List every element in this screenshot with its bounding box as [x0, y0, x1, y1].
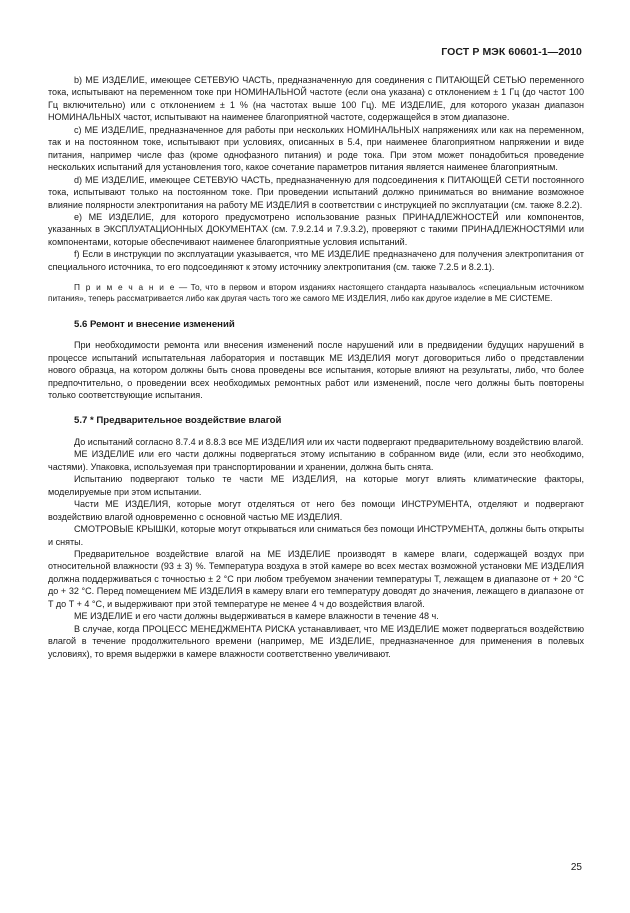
note-text: — То, что в первом и втором изданиях настоящего стандарта называлось «специальным источником питания», теперь рассматривается либо как другая часть того же самого МЕ ИЗДЕЛИЯ, либо как другое изделие в МЕ СИСТЕМЕ.: [48, 282, 584, 304]
paragraph-item-d: d) МЕ ИЗДЕЛИЕ, имеющее СЕТЕВУЮ ЧАСТЬ, предназначенную для подсоединения к ПИТАЮЩЕЙ СЕТИ постоянного тока, испытывают только на постоянном токе. При проведении испытаний должно приниматься во внимание возможное влияние полярности электропитания на работу МЕ ИЗДЕЛИЯ в соответствии с инструкцией по эксплуатации (см. также 8.2.2).: [48, 174, 584, 210]
paragraph-item-c: c) МЕ ИЗДЕЛИЕ, предназначенное для работы при нескольких НОМИНАЛЬНЫХ напряжениях или как на переменном, так и на постоянном токе, испытывают при условиях, описанных в 5.4, при наименее благоприятном напряжении и виде питания, например числе фаз (кроме однофазного питания) и роде тока. При этом может понадобиться проведение нескольких испытаний для установления того, какое сочетание параметров питания является наименее благоприятным.: [48, 124, 584, 173]
section-5-7-paragraph: МЕ ИЗДЕЛИЕ и его части должны выдерживаться в камере влажности в течение 48 ч.: [74, 611, 439, 622]
paragraph-item-f: f) Если в инструкции по эксплуатации указывается, что МЕ ИЗДЕЛИЕ предназначено для получения электропитания от специального источника, то его подсоединяют к этому источнику электропитания (см. также 7.2.5 и 8.2.1).: [48, 249, 584, 272]
section-5-6-paragraph: При необходимости ремонта или внесения изменений после нарушений или в предвидении будущих нарушений в процессе испытаний испытательная лаборатория и поставщик МЕ ИЗДЕЛИЯ могут договориться либо о представлении нового образца, на котором должны быть снова проведены все испытания, которые влияют на результаты, либо, что более предпочтительно, о проведении всех необходимых ремонтных работ или изменений, после чего должны быть повторены только соответствующие испытания.: [48, 340, 584, 400]
paragraph-item-e: e) МЕ ИЗДЕЛИЕ, для которого предусмотрено использование разных ПРИНАДЛЕЖНОСТЕЙ или компонентов, указанных в ЭКСПЛУАТАЦИОННЫХ ДОКУМЕНТАХ (см. 7.9.2.14 и 7.9.3.2), проверяют с такими ПРИНАДЛЕЖНОСТЯМИ или компонентами, которые обеспечивают наименее благоприятные условия испытаний.: [48, 211, 584, 247]
paragraph-item-b: b) МЕ ИЗДЕЛИЕ, имеющее СЕТЕВУЮ ЧАСТЬ, предназначенную для соединения с ПИТАЮЩЕЙ СЕТЬЮ переменного тока, испытывают на переменном токе при НОМИНАЛЬНОЙ частоте (если она указана) с отклонением ± 1 Гц (до частот 100 Гц включительно) или с отклонением ± 1 % (на частотах выше 100 Гц). МЕ ИЗДЕЛИЕ, для которого указан диапазон НОМИНАЛЬНЫХ частот, испытывают на наименее благоприятной частоте, содержащейся в этом диапазоне.: [48, 75, 584, 123]
section-heading-5-7: 5.7 * Предварительное воздействие влагой: [74, 415, 282, 427]
section-5-7-paragraph: До испытаний согласно 8.7.4 и 8.8.3 все МЕ ИЗДЕЛИЯ или их части подвергают предварительному воздействию влагой.: [74, 436, 584, 447]
page-number: 25: [570, 862, 582, 873]
section-5-7-paragraph: Испытанию подвергают только те части МЕ ИЗДЕЛИЯ, на которые могут влиять климатические факторы, моделируемые при этом испытании.: [48, 474, 584, 497]
section-5-7-paragraph: Части МЕ ИЗДЕЛИЯ, которые могут отделяться от него без помощи ИНСТРУМЕНТА, отделяют и подвергают воздействию влагой одновременно с основной частью МЕ ИЗДЕЛИЯ.: [48, 499, 584, 522]
section-5-7-paragraph: Предварительное воздействие влагой на МЕ ИЗДЕЛИЕ производят в камере влаги, содержащей воздух при относительной влажности (93 ± 3) %. Температура воздуха в этой камере во всех местах возможной установки МЕ ИЗДЕЛИЯ должна поддерживаться с точностью ± 2 °C при любом требуемом значении температуры T, лежащем в диапазоне от + 20 °C до + 32 °C. Перед помещением МЕ ИЗДЕЛИЯ в камеру влаги его температуру доводят до значения, лежащего в диапазоне от T до T + 4 °C, и выдерживают при этой температуре не менее 4 ч до воздействия влагой.: [48, 549, 584, 609]
section-5-7-paragraph: СМОТРОВЫЕ КРЫШКИ, которые могут открываться или сниматься без помощи ИНСТРУМЕНТА, должны быть открыты и сняты.: [48, 524, 584, 547]
note-paragraph: [48, 282, 584, 304]
page-body: [48, 74, 584, 660]
document-code-header: ГОСТ Р МЭК 60601-1—2010: [441, 46, 582, 58]
section-5-7-paragraph: В случае, когда ПРОЦЕСС МЕНЕДЖМЕНТА РИСКА устанавливает, что МЕ ИЗДЕЛИЕ может подвергаться воздействию влагой в течение продолжительного времени (например, МЕ ИЗДЕЛИЕ, предназначенное для применения в полевых условиях), то время выдержки в камере влажности соответственно увеличивают.: [48, 623, 584, 659]
note-label: П р и м е ч а н и е: [74, 282, 176, 293]
section-5-7-paragraph: МЕ ИЗДЕЛИЕ или его части должны подвергаться этому испытанию в собранном виде (или, если это необходимо, частями). Упаковка, используемая при транспортировании и хранении, должна быть снята.: [48, 449, 584, 472]
section-heading-5-6: 5.6 Ремонт и внесение изменений: [74, 318, 235, 330]
